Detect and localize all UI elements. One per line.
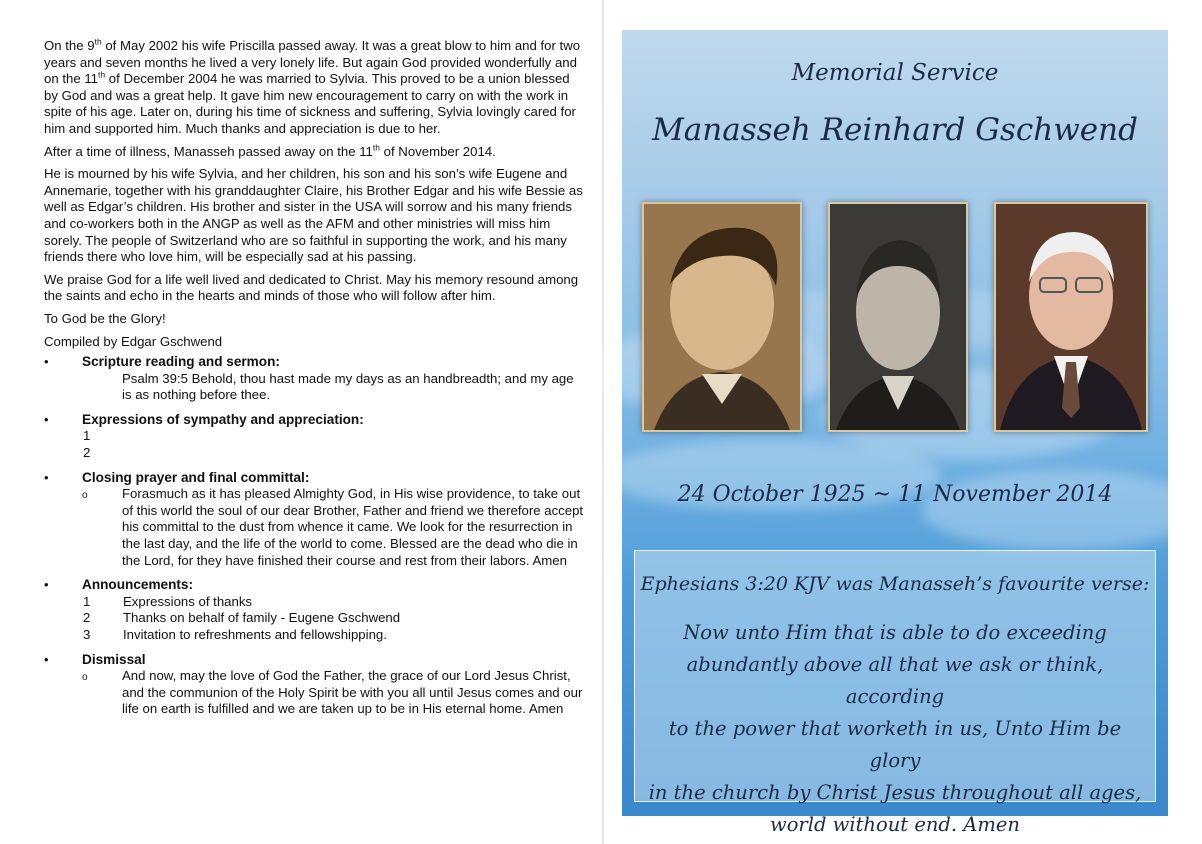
announcements-title: Announcements: [82,577,194,593]
program-item-announcements [44,577,584,643]
photo-adult [828,202,968,432]
verse-line: abundantly above all that we ask or think, according [686,653,1104,708]
program-item-sympathy [44,412,584,462]
paragraph-passing: After a time of illness, Manasseh passed away on the 11th of November 2014. [44,142,496,159]
bullet-icon: • [44,354,49,370]
announcement-row: 3 Invitation to refreshments and fellowshipping. [83,627,387,642]
photo-elder [994,202,1148,432]
life-dates: 24 October 1925 ~ 11 November 2014 [677,482,1113,507]
dismissal-text: And now, may the love of God the Father, the grace of our Lord Jesus Christ, and the communion of the Holy Spirit be with you all until Jesus comes and our life on earth is fulfilled and we are taken up to be in His eternal home. Amen [122,668,583,717]
paragraph-mourned: He is mourned by his wife Sylvia, and her children, his son and his son’s wife Eugene and Annemarie, together with his granddaughter Claire, his Brother Edgar and his wife Bessie as well as Edgar’s children. His brother and sister in the USA will sorrow and his many friends and co-workers both in the ANGP as well as the AFM and other ministries will miss him sorely. The people of Switzerland who are so faithful in supporting the work, and his many friends there who love him, will be especially sad at his passing. [44,166,583,265]
cover-panel [622,30,1168,836]
left-panel [44,38,584,718]
photo-youth [642,202,802,432]
announcement-row: 2 Thanks on behalf of family - Eugene Gschwend [83,610,401,626]
paragraph-praise: We praise God for a life well lived and dedicated to Christ. May his memory resound among the saints and echo in the hearts and minds of those who will follow after him. [44,271,579,304]
verse-line: in the church by Christ Jesus throughout all ages, [648,781,1142,804]
portrait-elder-image [996,204,1146,430]
announcement-row: 1 Expressions of thanks [83,593,253,609]
program-item-scripture [44,354,584,404]
dismissal-title: Dismissal [82,651,146,667]
bullet-icon: • [44,469,49,485]
portrait-youth-image [644,204,800,430]
portrait-adult-image [830,204,966,430]
program-item-dismissal [44,652,584,718]
bullet-icon: • [44,651,49,667]
verse-line: to the power that worketh in us, Unto Him be glory [668,717,1122,772]
bullet-icon: • [44,577,49,593]
scripture-title: Scripture reading and sermon: [82,354,280,370]
closing-title: Closing prayer and final committal: [82,469,310,485]
sympathy-item-2: 2 [83,445,91,461]
verse-title: Ephesians 3:20 KJV was Manasseh’s favourite verse: [640,573,1150,595]
favourite-verse-box [634,550,1156,836]
verse-line: world without end. Amen [770,813,1020,836]
circle-bullet-icon: o [82,490,88,502]
sympathy-item-1: 1 [83,428,91,444]
paragraph-remarriage: On the 9th of May 2002 his wife Priscilla passed away. It was a great blow to him and for two years and seven months he lived a very lonely life. But again God provided wonderfully and on the 11th of December 2004 he was married to Sylvia. This proved to be a union blessed by God and was a great help. It gave him new encouragement to carry on with the work in spite of his age. Later on, during his time of sickness and suffering, Sylvia lovingly cared for him and supported him. Much thanks and appreciation is due to her. [44,36,581,136]
paragraph-compiled: Compiled by Edgar Gschwend [44,333,223,349]
circle-bullet-icon: o [82,672,88,684]
bullet-icon: • [44,411,49,427]
page-fold-divider [602,0,604,844]
sympathy-title: Expressions of sympathy and appreciation: [82,411,364,427]
verse-text [645,617,1145,841]
deceased-name: Manasseh Reinhard Gschwend [652,112,1138,148]
verse-line: Now unto Him that is able to do exceeding [683,621,1107,644]
memorial-heading: Memorial Service [791,60,999,86]
program-item-closing [44,470,584,570]
scripture-text: Psalm 39:5 Behold, thou hast made my days as an handbreadth; and my age is as nothing before thee. [122,370,574,403]
paragraph-glory: To God be the Glory! [44,310,166,326]
closing-text: Forasmuch as it has pleased Almighty God, in His wise providence, to take out of this world the soul of our dear Brother, Father and friend we therefore accept his committal to the dust from whence it came. We look for the resurrection in the last day, and the life of the world to come. Blessed are the dead who die in the Lord, for they have finished their course and rest from their labors. Amen [122,486,584,568]
